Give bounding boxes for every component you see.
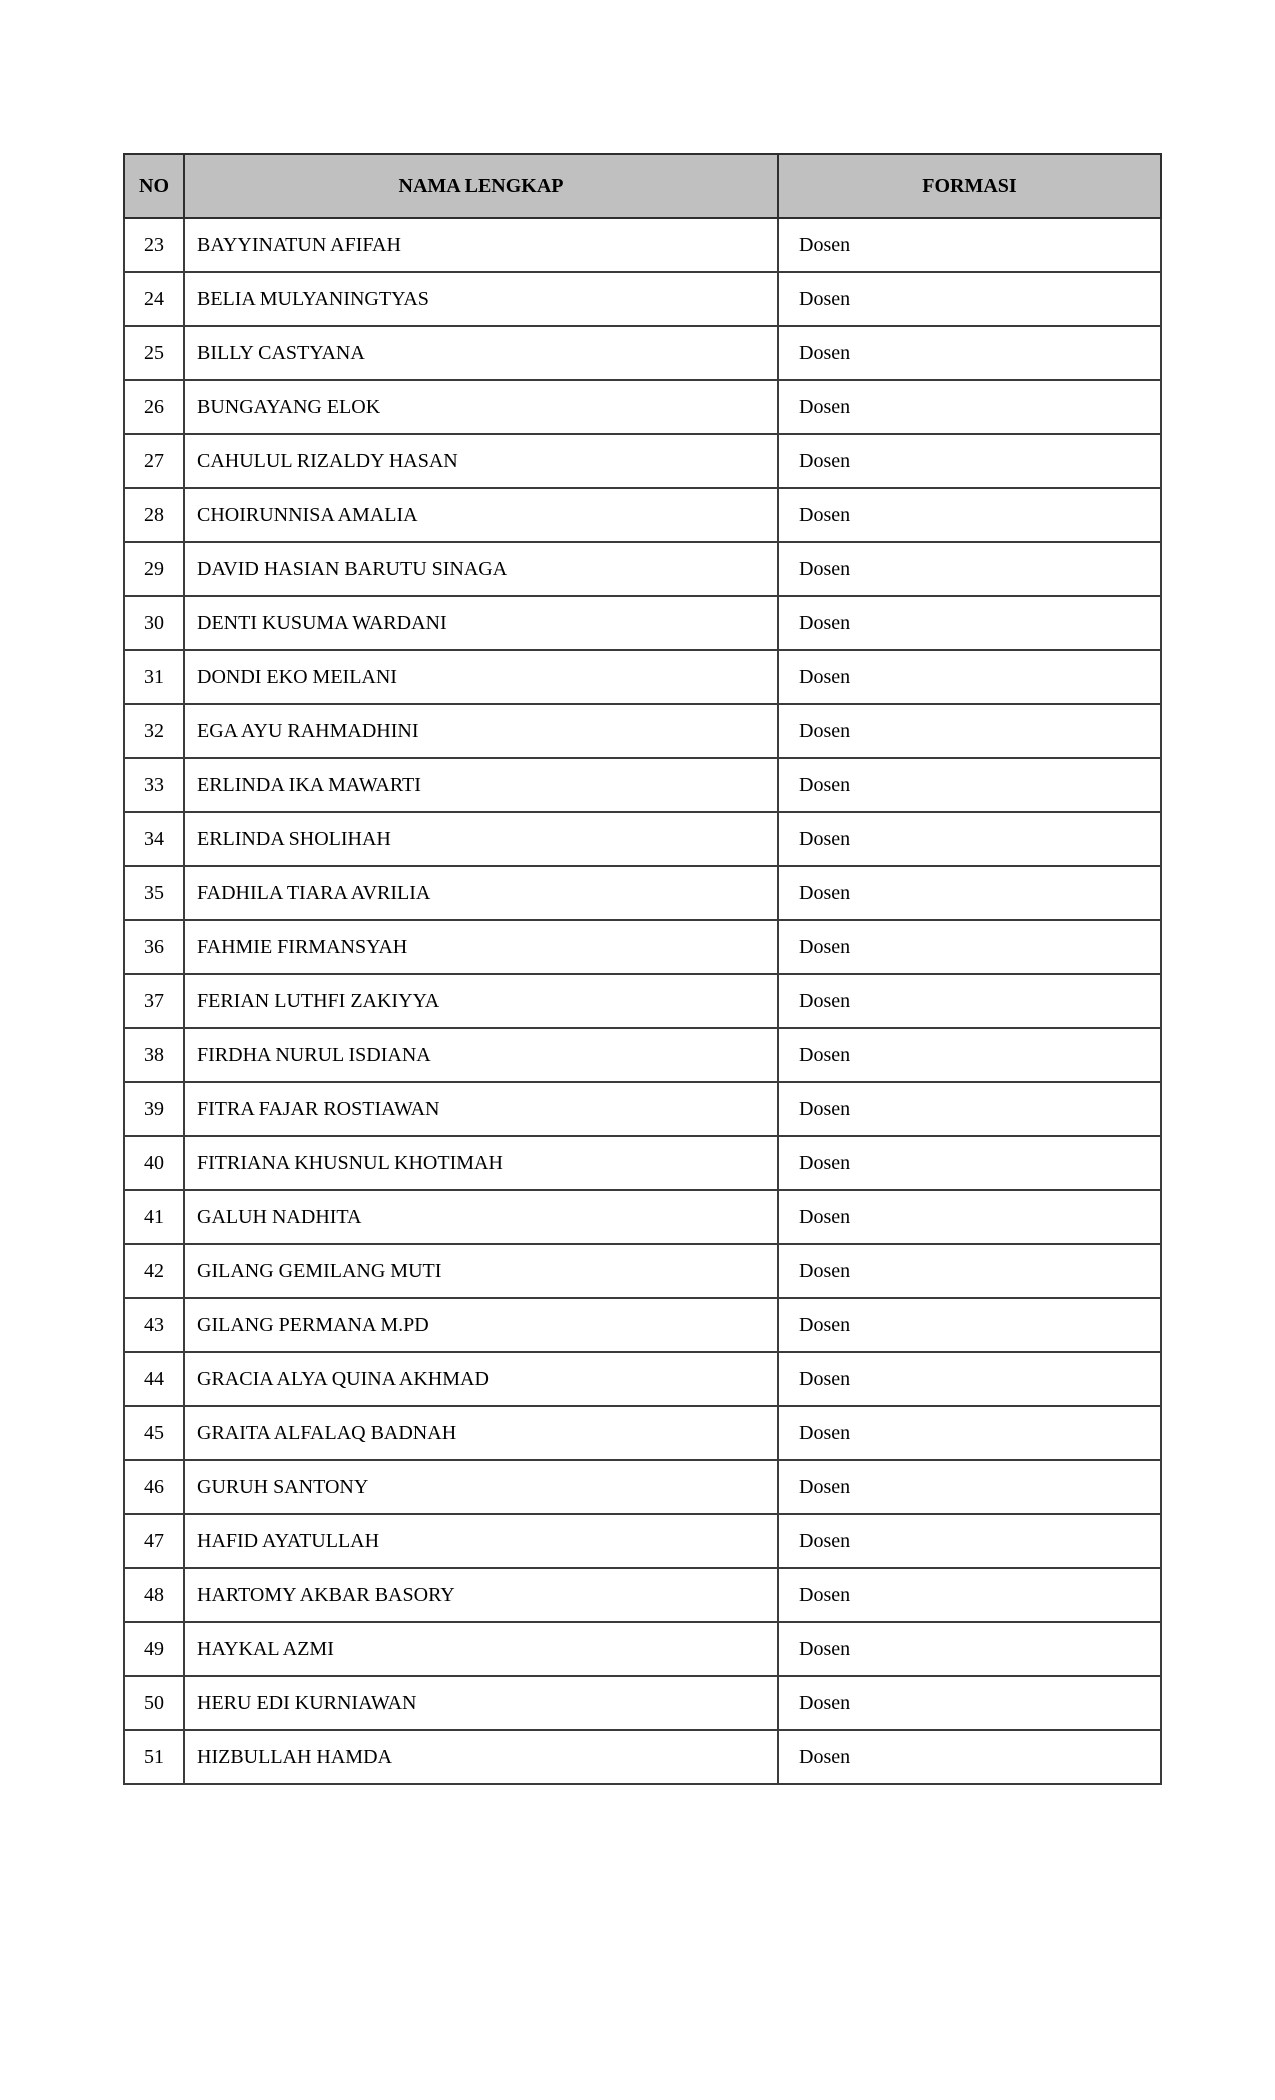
full-name-cell: HERU EDI KURNIAWAN <box>184 1676 778 1730</box>
table-row <box>124 1676 1161 1730</box>
row-number-cell: 31 <box>124 650 184 704</box>
table-row <box>124 1514 1161 1568</box>
row-number-cell: 41 <box>124 1190 184 1244</box>
table-row <box>124 1082 1161 1136</box>
table-row <box>124 380 1161 434</box>
table-row <box>124 920 1161 974</box>
table-row <box>124 326 1161 380</box>
table-row <box>124 650 1161 704</box>
row-number-cell: 27 <box>124 434 184 488</box>
row-number-cell: 43 <box>124 1298 184 1352</box>
full-name-cell: ERLINDA IKA MAWARTI <box>184 758 778 812</box>
formation-cell: Dosen <box>778 1460 1161 1514</box>
formation-cell: Dosen <box>778 596 1161 650</box>
table-row <box>124 596 1161 650</box>
full-name-cell: GRACIA ALYA QUINA AKHMAD <box>184 1352 778 1406</box>
full-name-cell: EGA AYU RAHMADHINI <box>184 704 778 758</box>
row-number-cell: 32 <box>124 704 184 758</box>
full-name-cell: FERIAN LUTHFI ZAKIYYA <box>184 974 778 1028</box>
full-name-cell: DAVID HASIAN BARUTU SINAGA <box>184 542 778 596</box>
formation-cell: Dosen <box>778 812 1161 866</box>
header-cell-nama: NAMA LENGKAP <box>184 154 778 218</box>
full-name-cell: GILANG PERMANA M.PD <box>184 1298 778 1352</box>
formation-cell: Dosen <box>778 1730 1161 1784</box>
full-name-cell: GALUH NADHITA <box>184 1190 778 1244</box>
formation-cell: Dosen <box>778 1136 1161 1190</box>
row-number-cell: 35 <box>124 866 184 920</box>
full-name-cell: BILLY CASTYANA <box>184 326 778 380</box>
header-cell-formasi: FORMASI <box>778 154 1161 218</box>
formation-cell: Dosen <box>778 1568 1161 1622</box>
table-row <box>124 1136 1161 1190</box>
row-number-cell: 25 <box>124 326 184 380</box>
row-number-cell: 46 <box>124 1460 184 1514</box>
formation-cell: Dosen <box>778 1352 1161 1406</box>
roster-table <box>123 153 1162 1785</box>
table-row <box>124 272 1161 326</box>
full-name-cell: GILANG GEMILANG MUTI <box>184 1244 778 1298</box>
formation-cell: Dosen <box>778 272 1161 326</box>
table-row <box>124 488 1161 542</box>
row-number-cell: 48 <box>124 1568 184 1622</box>
full-name-cell: DONDI EKO MEILANI <box>184 650 778 704</box>
table-row <box>124 758 1161 812</box>
row-number-cell: 38 <box>124 1028 184 1082</box>
full-name-cell: FADHILA TIARA AVRILIA <box>184 866 778 920</box>
table-row <box>124 218 1161 272</box>
table-row <box>124 1352 1161 1406</box>
row-number-cell: 34 <box>124 812 184 866</box>
table-row <box>124 1568 1161 1622</box>
full-name-cell: FITRIANA KHUSNUL KHOTIMAH <box>184 1136 778 1190</box>
formation-cell: Dosen <box>778 488 1161 542</box>
table-row <box>124 866 1161 920</box>
formation-cell: Dosen <box>778 1514 1161 1568</box>
row-number-cell: 23 <box>124 218 184 272</box>
table-row <box>124 1028 1161 1082</box>
full-name-cell: HAYKAL AZMI <box>184 1622 778 1676</box>
formation-cell: Dosen <box>778 380 1161 434</box>
table-row <box>124 542 1161 596</box>
row-number-cell: 42 <box>124 1244 184 1298</box>
row-number-cell: 44 <box>124 1352 184 1406</box>
row-number-cell: 28 <box>124 488 184 542</box>
table-row <box>124 1190 1161 1244</box>
row-number-cell: 50 <box>124 1676 184 1730</box>
header-cell-no: NO <box>124 154 184 218</box>
table-row <box>124 1244 1161 1298</box>
table-row <box>124 812 1161 866</box>
formation-cell: Dosen <box>778 434 1161 488</box>
formation-cell: Dosen <box>778 1622 1161 1676</box>
table-header <box>124 154 1161 218</box>
table-row <box>124 434 1161 488</box>
full-name-cell: HARTOMY AKBAR BASORY <box>184 1568 778 1622</box>
row-number-cell: 47 <box>124 1514 184 1568</box>
formation-cell: Dosen <box>778 1190 1161 1244</box>
row-number-cell: 39 <box>124 1082 184 1136</box>
row-number-cell: 45 <box>124 1406 184 1460</box>
formation-cell: Dosen <box>778 704 1161 758</box>
table-row <box>124 1460 1161 1514</box>
full-name-cell: BAYYINATUN AFIFAH <box>184 218 778 272</box>
full-name-cell: GURUH SANTONY <box>184 1460 778 1514</box>
formation-cell: Dosen <box>778 1676 1161 1730</box>
row-number-cell: 37 <box>124 974 184 1028</box>
row-number-cell: 29 <box>124 542 184 596</box>
table-body <box>124 218 1161 1784</box>
full-name-cell: FIRDHA NURUL ISDIANA <box>184 1028 778 1082</box>
formation-cell: Dosen <box>778 1298 1161 1352</box>
row-number-cell: 33 <box>124 758 184 812</box>
row-number-cell: 24 <box>124 272 184 326</box>
formation-cell: Dosen <box>778 1244 1161 1298</box>
row-number-cell: 26 <box>124 380 184 434</box>
table-row <box>124 1298 1161 1352</box>
row-number-cell: 51 <box>124 1730 184 1784</box>
row-number-cell: 30 <box>124 596 184 650</box>
formation-cell: Dosen <box>778 1082 1161 1136</box>
formation-cell: Dosen <box>778 866 1161 920</box>
formation-cell: Dosen <box>778 542 1161 596</box>
full-name-cell: BELIA MULYANINGTYAS <box>184 272 778 326</box>
formation-cell: Dosen <box>778 650 1161 704</box>
full-name-cell: HIZBULLAH HAMDA <box>184 1730 778 1784</box>
table-row <box>124 704 1161 758</box>
full-name-cell: GRAITA ALFALAQ BADNAH <box>184 1406 778 1460</box>
full-name-cell: FITRA FAJAR ROSTIAWAN <box>184 1082 778 1136</box>
formation-cell: Dosen <box>778 326 1161 380</box>
formation-cell: Dosen <box>778 758 1161 812</box>
full-name-cell: FAHMIE FIRMANSYAH <box>184 920 778 974</box>
full-name-cell: CHOIRUNNISA AMALIA <box>184 488 778 542</box>
full-name-cell: HAFID AYATULLAH <box>184 1514 778 1568</box>
table-row <box>124 1622 1161 1676</box>
header-row <box>124 154 1161 218</box>
table-row <box>124 974 1161 1028</box>
row-number-cell: 36 <box>124 920 184 974</box>
full-name-cell: BUNGAYANG ELOK <box>184 380 778 434</box>
formation-cell: Dosen <box>778 218 1161 272</box>
table-row <box>124 1730 1161 1784</box>
formation-cell: Dosen <box>778 1406 1161 1460</box>
full-name-cell: DENTI KUSUMA WARDANI <box>184 596 778 650</box>
full-name-cell: CAHULUL RIZALDY HASAN <box>184 434 778 488</box>
full-name-cell: ERLINDA SHOLIHAH <box>184 812 778 866</box>
formation-cell: Dosen <box>778 1028 1161 1082</box>
formation-cell: Dosen <box>778 920 1161 974</box>
row-number-cell: 49 <box>124 1622 184 1676</box>
table-row <box>124 1406 1161 1460</box>
formation-cell: Dosen <box>778 974 1161 1028</box>
row-number-cell: 40 <box>124 1136 184 1190</box>
